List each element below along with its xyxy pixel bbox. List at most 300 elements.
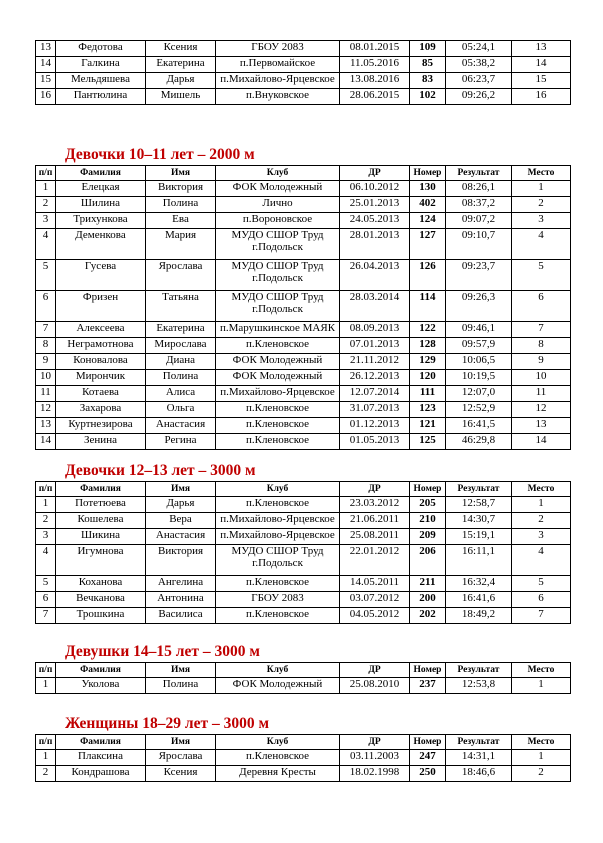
cell-result: 10:19,5 — [446, 370, 512, 386]
table-body — [36, 497, 571, 624]
cell-surname: Кондрашова — [56, 766, 146, 782]
cell-result: 14:31,1 — [446, 750, 512, 766]
table-row — [36, 57, 571, 73]
cell-dob: 25.01.2013 — [340, 197, 410, 213]
cell-num: 9 — [36, 354, 56, 370]
cell-surname: Зенина — [56, 434, 146, 450]
cell-num: 16 — [36, 89, 56, 105]
cell-surname: Трихункова — [56, 213, 146, 229]
header-row — [36, 482, 571, 497]
table-header — [36, 166, 571, 181]
cell-result: 46:29,8 — [446, 434, 512, 450]
table-row — [36, 766, 571, 782]
cell-name: Алиса — [146, 386, 216, 402]
cell-bib: 210 — [410, 513, 446, 529]
table-row — [36, 497, 571, 513]
cell-name: Екатерина — [146, 322, 216, 338]
header-surname: Фамилия — [56, 663, 146, 678]
cell-place: 12 — [512, 402, 571, 418]
table-row — [36, 260, 571, 291]
results-table-continuation — [35, 40, 571, 105]
header-club: Клуб — [216, 482, 340, 497]
cell-num: 14 — [36, 57, 56, 73]
table-row — [36, 386, 571, 402]
header-result: Результат — [446, 166, 512, 181]
cell-dob: 24.05.2013 — [340, 213, 410, 229]
cell-surname: Мирончик — [56, 370, 146, 386]
cell-bib: 120 — [410, 370, 446, 386]
cell-name: Екатерина — [146, 57, 216, 73]
cell-num: 14 — [36, 434, 56, 450]
cell-dob: 28.06.2015 — [340, 89, 410, 105]
cell-surname: Галкина — [56, 57, 146, 73]
results-table — [35, 481, 571, 624]
cell-club — [216, 291, 340, 322]
cell-club: п.Кленовское — [216, 497, 340, 513]
cell-club — [216, 260, 340, 291]
header-surname: Фамилия — [56, 735, 146, 750]
cell-place: 3 — [512, 529, 571, 545]
cell-surname: Вечканова — [56, 592, 146, 608]
cell-num: 15 — [36, 73, 56, 89]
cell-place: 5 — [512, 576, 571, 592]
cell-dob: 14.05.2011 — [340, 576, 410, 592]
results-table — [35, 662, 571, 694]
cell-club — [216, 545, 340, 576]
cell-num: 2 — [36, 513, 56, 529]
cell-result: 14:30,7 — [446, 513, 512, 529]
cell-result: 09:23,7 — [446, 260, 512, 291]
table-row — [36, 529, 571, 545]
cell-dob: 08.09.2013 — [340, 322, 410, 338]
cell-club: п.Первомайское — [216, 57, 340, 73]
header-name: Имя — [146, 482, 216, 497]
club-line-2: г.Подольск — [252, 241, 303, 253]
cell-name: Анастасия — [146, 418, 216, 434]
club-line-1: МУДО СШОР Труд — [231, 260, 324, 272]
cell-num: 2 — [36, 766, 56, 782]
cell-bib: 250 — [410, 766, 446, 782]
cell-num: 7 — [36, 322, 56, 338]
header-club: Клуб — [216, 735, 340, 750]
cell-name: Полина — [146, 678, 216, 694]
cell-club — [216, 229, 340, 260]
cell-surname: Трошкина — [56, 608, 146, 624]
cell-place: 2 — [512, 197, 571, 213]
table-body — [36, 181, 571, 450]
table-row — [36, 354, 571, 370]
cell-result: 16:11,1 — [446, 545, 512, 576]
cell-dob: 26.12.2013 — [340, 370, 410, 386]
cell-result: 09:57,9 — [446, 338, 512, 354]
cell-name: Виктория — [146, 181, 216, 197]
cell-result: 15:19,1 — [446, 529, 512, 545]
cell-bib: 247 — [410, 750, 446, 766]
cell-bib: 123 — [410, 402, 446, 418]
table-row — [36, 291, 571, 322]
club-line-2: г.Подольск — [252, 272, 303, 284]
cell-dob: 28.03.2014 — [340, 291, 410, 322]
table-row — [36, 338, 571, 354]
cell-bib: 109 — [410, 41, 446, 57]
cell-name: Ксения — [146, 766, 216, 782]
cell-place: 1 — [512, 181, 571, 197]
cell-result: 05:38,2 — [446, 57, 512, 73]
cell-name: Василиса — [146, 608, 216, 624]
header-club: Клуб — [216, 663, 340, 678]
cell-place: 7 — [512, 322, 571, 338]
cell-num: 8 — [36, 338, 56, 354]
cell-club: п.Михайлово-Ярцевское — [216, 386, 340, 402]
results-table — [35, 734, 571, 782]
cell-surname: Алексеева — [56, 322, 146, 338]
cell-result: 05:24,1 — [446, 41, 512, 57]
header-bib: Номер — [410, 482, 446, 497]
cell-name: Регина — [146, 434, 216, 450]
table-row — [36, 229, 571, 260]
cell-dob: 21.06.2011 — [340, 513, 410, 529]
cell-bib: 206 — [410, 545, 446, 576]
cell-place: 13 — [512, 41, 571, 57]
table-row — [36, 89, 571, 105]
cell-num: 10 — [36, 370, 56, 386]
cell-name: Ольга — [146, 402, 216, 418]
section-title: Девушки 14–15 лет – 3000 м — [65, 643, 260, 660]
cell-name: Полина — [146, 197, 216, 213]
cell-result: 16:32,4 — [446, 576, 512, 592]
cell-surname: Коханова — [56, 576, 146, 592]
cell-surname: Коновалова — [56, 354, 146, 370]
cell-result: 06:23,7 — [446, 73, 512, 89]
cell-dob: 01.05.2013 — [340, 434, 410, 450]
header-bib: Номер — [410, 663, 446, 678]
cell-club: ФОК Молодежный — [216, 354, 340, 370]
table-row — [36, 513, 571, 529]
cell-surname: Котаева — [56, 386, 146, 402]
cell-name: Мишель — [146, 89, 216, 105]
cell-num: 11 — [36, 386, 56, 402]
table-row — [36, 592, 571, 608]
cell-num: 4 — [36, 229, 56, 260]
cell-surname: Уколова — [56, 678, 146, 694]
cell-result: 18:49,2 — [446, 608, 512, 624]
cell-dob: 26.04.2013 — [340, 260, 410, 291]
header-result: Результат — [446, 735, 512, 750]
club-line-1: МУДО СШОР Труд — [231, 545, 324, 557]
cell-result: 10:06,5 — [446, 354, 512, 370]
cell-result: 18:46,6 — [446, 766, 512, 782]
cell-bib: 202 — [410, 608, 446, 624]
cell-name: Диана — [146, 354, 216, 370]
table-row — [36, 750, 571, 766]
table-row — [36, 73, 571, 89]
cell-result: 12:52,9 — [446, 402, 512, 418]
cell-bib: 200 — [410, 592, 446, 608]
header-bib: Номер — [410, 166, 446, 181]
cell-name: Ярослава — [146, 750, 216, 766]
cell-num: 13 — [36, 41, 56, 57]
cell-result: 09:10,7 — [446, 229, 512, 260]
table-row — [36, 213, 571, 229]
cell-dob: 12.07.2014 — [340, 386, 410, 402]
cell-dob: 31.07.2013 — [340, 402, 410, 418]
cell-name: Мария — [146, 229, 216, 260]
cell-num: 2 — [36, 197, 56, 213]
cell-result: 08:37,2 — [446, 197, 512, 213]
cell-dob: 01.12.2013 — [340, 418, 410, 434]
cell-dob: 03.11.2003 — [340, 750, 410, 766]
table-header — [36, 735, 571, 750]
cell-club: п.Кленовское — [216, 576, 340, 592]
header-result: Результат — [446, 663, 512, 678]
cell-place: 5 — [512, 260, 571, 291]
results-table — [35, 165, 571, 450]
table-row — [36, 434, 571, 450]
cell-dob: 11.05.2016 — [340, 57, 410, 73]
header-row — [36, 735, 571, 750]
cell-bib: 211 — [410, 576, 446, 592]
cell-dob: 18.02.1998 — [340, 766, 410, 782]
header-bib: Номер — [410, 735, 446, 750]
cell-club: п.Кленовское — [216, 338, 340, 354]
table-header — [36, 482, 571, 497]
cell-club: п.Кленовское — [216, 402, 340, 418]
cell-club: ФОК Молодежный — [216, 678, 340, 694]
cell-name: Антонина — [146, 592, 216, 608]
cell-name: Вера — [146, 513, 216, 529]
club-line-1: МУДО СШОР Труд — [231, 291, 324, 303]
header-num: п/п — [36, 482, 56, 497]
cell-result: 09:07,2 — [446, 213, 512, 229]
header-dob: ДР — [340, 482, 410, 497]
cell-place: 2 — [512, 513, 571, 529]
cell-club: Деревня Кресты — [216, 766, 340, 782]
section-title: Женщины 18–29 лет – 3000 м — [65, 715, 270, 732]
table-row — [36, 402, 571, 418]
cell-name: Татьяна — [146, 291, 216, 322]
cell-bib: 205 — [410, 497, 446, 513]
cell-club: п.Михайлово-Ярцевское — [216, 73, 340, 89]
cell-club: ФОК Молодежный — [216, 370, 340, 386]
cell-name: Ксения — [146, 41, 216, 57]
cell-place: 14 — [512, 434, 571, 450]
cell-result: 08:26,1 — [446, 181, 512, 197]
cell-num: 1 — [36, 497, 56, 513]
header-num: п/п — [36, 735, 56, 750]
table-body — [36, 750, 571, 782]
section-title: Девочки 12–13 лет – 3000 м — [65, 462, 256, 479]
table-row — [36, 608, 571, 624]
header-club: Клуб — [216, 166, 340, 181]
cell-num: 6 — [36, 592, 56, 608]
cell-surname: Фризен — [56, 291, 146, 322]
cell-bib: 128 — [410, 338, 446, 354]
cell-result: 16:41,6 — [446, 592, 512, 608]
cell-dob: 13.08.2016 — [340, 73, 410, 89]
cell-place: 2 — [512, 766, 571, 782]
table-row — [36, 678, 571, 694]
header-name: Имя — [146, 735, 216, 750]
table-row — [36, 576, 571, 592]
cell-bib: 402 — [410, 197, 446, 213]
cell-result: 12:58,7 — [446, 497, 512, 513]
cell-club: п.Внуковское — [216, 89, 340, 105]
cell-club: п.Кленовское — [216, 608, 340, 624]
cell-surname: Захарова — [56, 402, 146, 418]
cell-place: 10 — [512, 370, 571, 386]
cell-place: 16 — [512, 89, 571, 105]
cell-place: 4 — [512, 545, 571, 576]
cell-num: 7 — [36, 608, 56, 624]
club-line-2: г.Подольск — [252, 557, 303, 569]
table-row — [36, 197, 571, 213]
table-row — [36, 418, 571, 434]
cell-name: Анастасия — [146, 529, 216, 545]
cell-dob: 04.05.2012 — [340, 608, 410, 624]
cell-surname: Шилина — [56, 197, 146, 213]
cell-num: 1 — [36, 750, 56, 766]
table-row — [36, 322, 571, 338]
cell-surname: Куртнезирова — [56, 418, 146, 434]
cell-num: 12 — [36, 402, 56, 418]
cell-dob: 03.07.2012 — [340, 592, 410, 608]
club-line-2: г.Подольск — [252, 303, 303, 315]
cell-bib: 209 — [410, 529, 446, 545]
header-surname: Фамилия — [56, 482, 146, 497]
cell-surname: Потетюева — [56, 497, 146, 513]
cell-place: 6 — [512, 592, 571, 608]
cell-surname: Деменкова — [56, 229, 146, 260]
header-num: п/п — [36, 663, 56, 678]
cell-name: Дарья — [146, 73, 216, 89]
cell-bib: 130 — [410, 181, 446, 197]
table-header — [36, 663, 571, 678]
table-row — [36, 41, 571, 57]
cell-surname: Елецкая — [56, 181, 146, 197]
cell-num: 3 — [36, 529, 56, 545]
cell-num: 1 — [36, 678, 56, 694]
cell-dob: 28.01.2013 — [340, 229, 410, 260]
cell-club: ГБОУ 2083 — [216, 41, 340, 57]
cell-place: 8 — [512, 338, 571, 354]
cell-bib: 114 — [410, 291, 446, 322]
cell-bib: 121 — [410, 418, 446, 434]
cell-surname: Плаксина — [56, 750, 146, 766]
table-row — [36, 370, 571, 386]
cell-club: п.Кленовское — [216, 750, 340, 766]
cell-club: ГБОУ 2083 — [216, 592, 340, 608]
cell-result: 12:07,0 — [446, 386, 512, 402]
cell-place: 7 — [512, 608, 571, 624]
header-place: Место — [512, 166, 571, 181]
cell-bib: 129 — [410, 354, 446, 370]
cell-bib: 125 — [410, 434, 446, 450]
cell-surname: Кошелева — [56, 513, 146, 529]
header-dob: ДР — [340, 166, 410, 181]
header-num: п/п — [36, 166, 56, 181]
cell-num: 6 — [36, 291, 56, 322]
cell-bib: 111 — [410, 386, 446, 402]
cell-place: 6 — [512, 291, 571, 322]
header-dob: ДР — [340, 735, 410, 750]
cell-name: Ярослава — [146, 260, 216, 291]
cell-dob: 25.08.2011 — [340, 529, 410, 545]
cell-place: 11 — [512, 386, 571, 402]
cell-result: 09:46,1 — [446, 322, 512, 338]
cell-club: п.Кленовское — [216, 418, 340, 434]
cell-result: 16:41,5 — [446, 418, 512, 434]
cell-num: 5 — [36, 576, 56, 592]
cell-name: Полина — [146, 370, 216, 386]
cell-place: 14 — [512, 57, 571, 73]
cell-place: 3 — [512, 213, 571, 229]
cell-name: Дарья — [146, 497, 216, 513]
cell-club: п.Вороновское — [216, 213, 340, 229]
cell-result: 09:26,2 — [446, 89, 512, 105]
cell-club: Лично — [216, 197, 340, 213]
cell-surname: Федотова — [56, 41, 146, 57]
table-row — [36, 181, 571, 197]
cell-surname: Шикина — [56, 529, 146, 545]
cell-dob: 22.01.2012 — [340, 545, 410, 576]
header-name: Имя — [146, 166, 216, 181]
header-dob: ДР — [340, 663, 410, 678]
cell-result: 12:53,8 — [446, 678, 512, 694]
cell-dob: 07.01.2013 — [340, 338, 410, 354]
table-body — [36, 41, 571, 105]
cell-bib: 237 — [410, 678, 446, 694]
cell-dob: 08.01.2015 — [340, 41, 410, 57]
header-place: Место — [512, 482, 571, 497]
cell-num: 3 — [36, 213, 56, 229]
cell-surname: Гусева — [56, 260, 146, 291]
cell-club: п.Кленовское — [216, 434, 340, 450]
cell-bib: 83 — [410, 73, 446, 89]
header-place: Место — [512, 663, 571, 678]
cell-surname: Мельдяшева — [56, 73, 146, 89]
cell-place: 4 — [512, 229, 571, 260]
cell-name: Мирослава — [146, 338, 216, 354]
section-title: Девочки 10–11 лет – 2000 м — [65, 146, 255, 163]
header-place: Место — [512, 735, 571, 750]
cell-place: 1 — [512, 750, 571, 766]
cell-club: п.Михайлово-Ярцевское — [216, 529, 340, 545]
cell-bib: 126 — [410, 260, 446, 291]
header-row — [36, 663, 571, 678]
table-row — [36, 545, 571, 576]
cell-place: 1 — [512, 497, 571, 513]
cell-bib: 85 — [410, 57, 446, 73]
cell-place: 13 — [512, 418, 571, 434]
cell-club: п.Михайлово-Ярцевское — [216, 513, 340, 529]
cell-dob: 25.08.2010 — [340, 678, 410, 694]
cell-num: 5 — [36, 260, 56, 291]
cell-name: Ева — [146, 213, 216, 229]
cell-surname: Неграмотнова — [56, 338, 146, 354]
cell-place: 1 — [512, 678, 571, 694]
cell-name: Виктория — [146, 545, 216, 576]
cell-bib: 122 — [410, 322, 446, 338]
header-name: Имя — [146, 663, 216, 678]
cell-num: 4 — [36, 545, 56, 576]
header-row — [36, 166, 571, 181]
cell-surname: Пантюлина — [56, 89, 146, 105]
cell-bib: 127 — [410, 229, 446, 260]
cell-num: 1 — [36, 181, 56, 197]
cell-surname: Игумнова — [56, 545, 146, 576]
cell-bib: 124 — [410, 213, 446, 229]
cell-club: п.Марушкинское МАЯК — [216, 322, 340, 338]
